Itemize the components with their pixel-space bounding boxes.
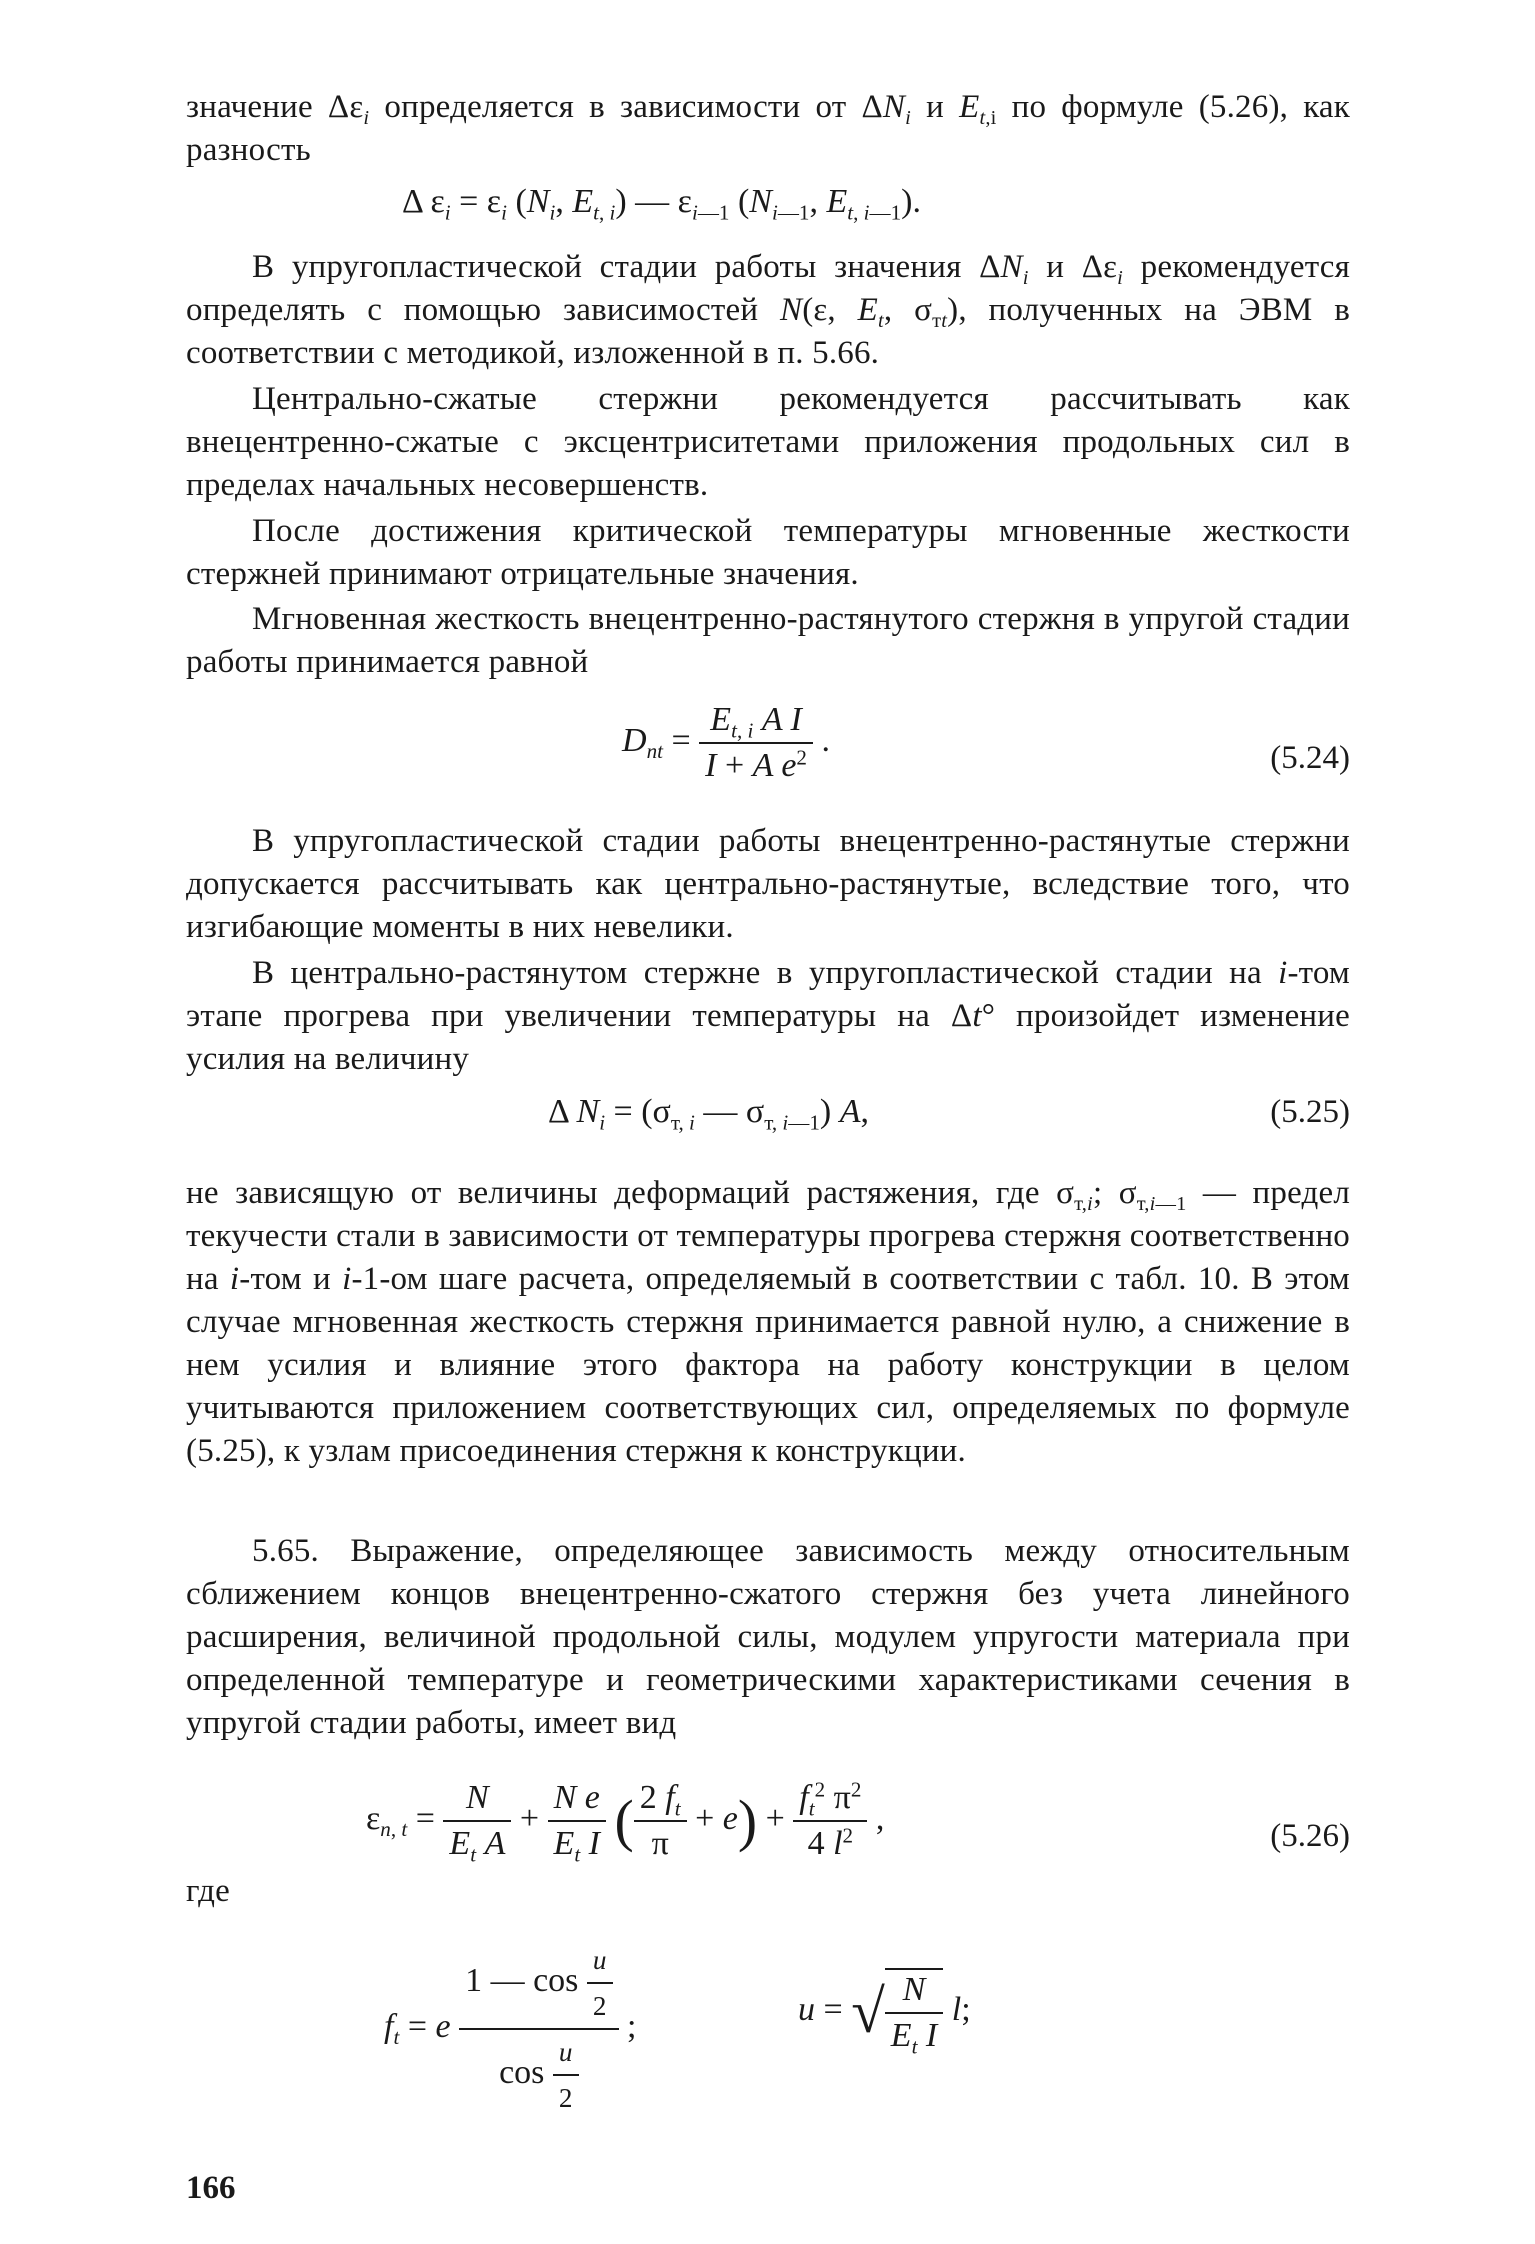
equation-5-26: $\varepsilon_{n, t}$ = $\frac{N}{E_t A}$ + $\frac{\text{N e}}{E_t I}$ ( $\frac{2 f_t}{\pi}$ + e) + $\frac{f_t^2 \pi^2}{4 l^2}$ , xyxy=(366,1777,885,1867)
paragraph-3: Центрально-сжатые стержни рекомендуется рассчитывать как внецентренно-сжатые с эксцентриситетами приложения продольных сил в пределах начальных несовершенств. xyxy=(186,381,1350,503)
paragraph-7: В центрально-растянутом стержне в упругопластической стадии на i-том этапе прогрева при увеличении температуры на Δt° произойдет изменение усилия на величину xyxy=(186,955,1351,1077)
paragraph-9: 5.65. Выражение, определяющее зависимость между относительным сближением концов внецентренно-сжатого стержня без учета линейного расширения, величиной продольной силы, модулем упругости материала при определенной температуре и геометрическими характеристиками сечения в упругой стадии работы, имеет вид xyxy=(186,1533,1350,1741)
paragraph-1: значение $\Delta\varepsilon_i$ определяется в зависимости от $\Delta N_i$ и $E_{t,i}$ по формуле (5.26), как разность xyxy=(186,89,1351,168)
equation-difference: Δ $\varepsilon_i = \varepsilon_i$ ($N_i$, $E_{t, i}$) — $\varepsilon_{i—1}$ ($N_{i—1}$, $E_{t, i—1}$). xyxy=(402,183,921,225)
equation-5-24-number: (5.24) xyxy=(1270,740,1350,776)
equation-5-24: $D_{nt}$ = $\frac{E_{t, i} A I}{I + A e^2}$ . xyxy=(622,701,830,784)
paragraph-4: После достижения критической температуры мгновенные жесткости стержней принимают отрицательные значения. xyxy=(186,513,1350,592)
where-label: где xyxy=(186,1873,230,1909)
paragraph-2: В упругопластической стадии работы значения $\Delta N_i$ и $\Delta\varepsilon_i$ рекомендуется определять с помощью зависимостей N(ε, $E_t$, $\sigma_{тt}$), полученных на ЭВМ в соответствии с методикой, изложенной в п. 5.66. xyxy=(186,249,1350,371)
paragraph-8: не зависящую от величины деформаций растяжения, где $\sigma_{т,i}$; $\sigma_{т,i—1}$ — предел текучести стали в зависимости от температуры прогрева стержня соответственно на i-том и i-1-ом шаге расчета, определяемый в соответствии с табл. 10. В этом случае мгновенная жесткость стержня принимается равной нулю, а снижение в нем усилия и влияние этого фактора на работу конструкции в целом учитываются приложением соответствующих сил, определяемых по формуле (5.25), к узлам присоединения стержня к конструкции. xyxy=(186,1175,1351,1469)
equation-u: u = √ $\frac{N}{E_t I}$ l; xyxy=(798,1968,971,2056)
equation-ft: $f_t = e$ 1 — cos $\frac{u}{2}$ cos $\frac{u}{2}$ ; xyxy=(384,1940,636,2118)
paragraph-6: В упругопластической стадии работы внецентренно-растянутые стержни допускается рассчитывать как центрально-растянутые, вследствие того, что изгибающие моменты в них невелики. xyxy=(186,823,1350,945)
equation-5-26-number: (5.26) xyxy=(1270,1818,1350,1854)
equation-5-25-number: (5.25) xyxy=(1270,1094,1350,1130)
page-number: 166 xyxy=(186,2170,236,2206)
paragraph-5: Мгновенная жесткость внецентренно-растянутого стержня в упругой стадии работы принимается равной xyxy=(186,601,1350,680)
equation-5-25: Δ $N_i = (\sigma_{т, i}$ — $\sigma_{т, i—1}$) A, xyxy=(548,1093,869,1135)
